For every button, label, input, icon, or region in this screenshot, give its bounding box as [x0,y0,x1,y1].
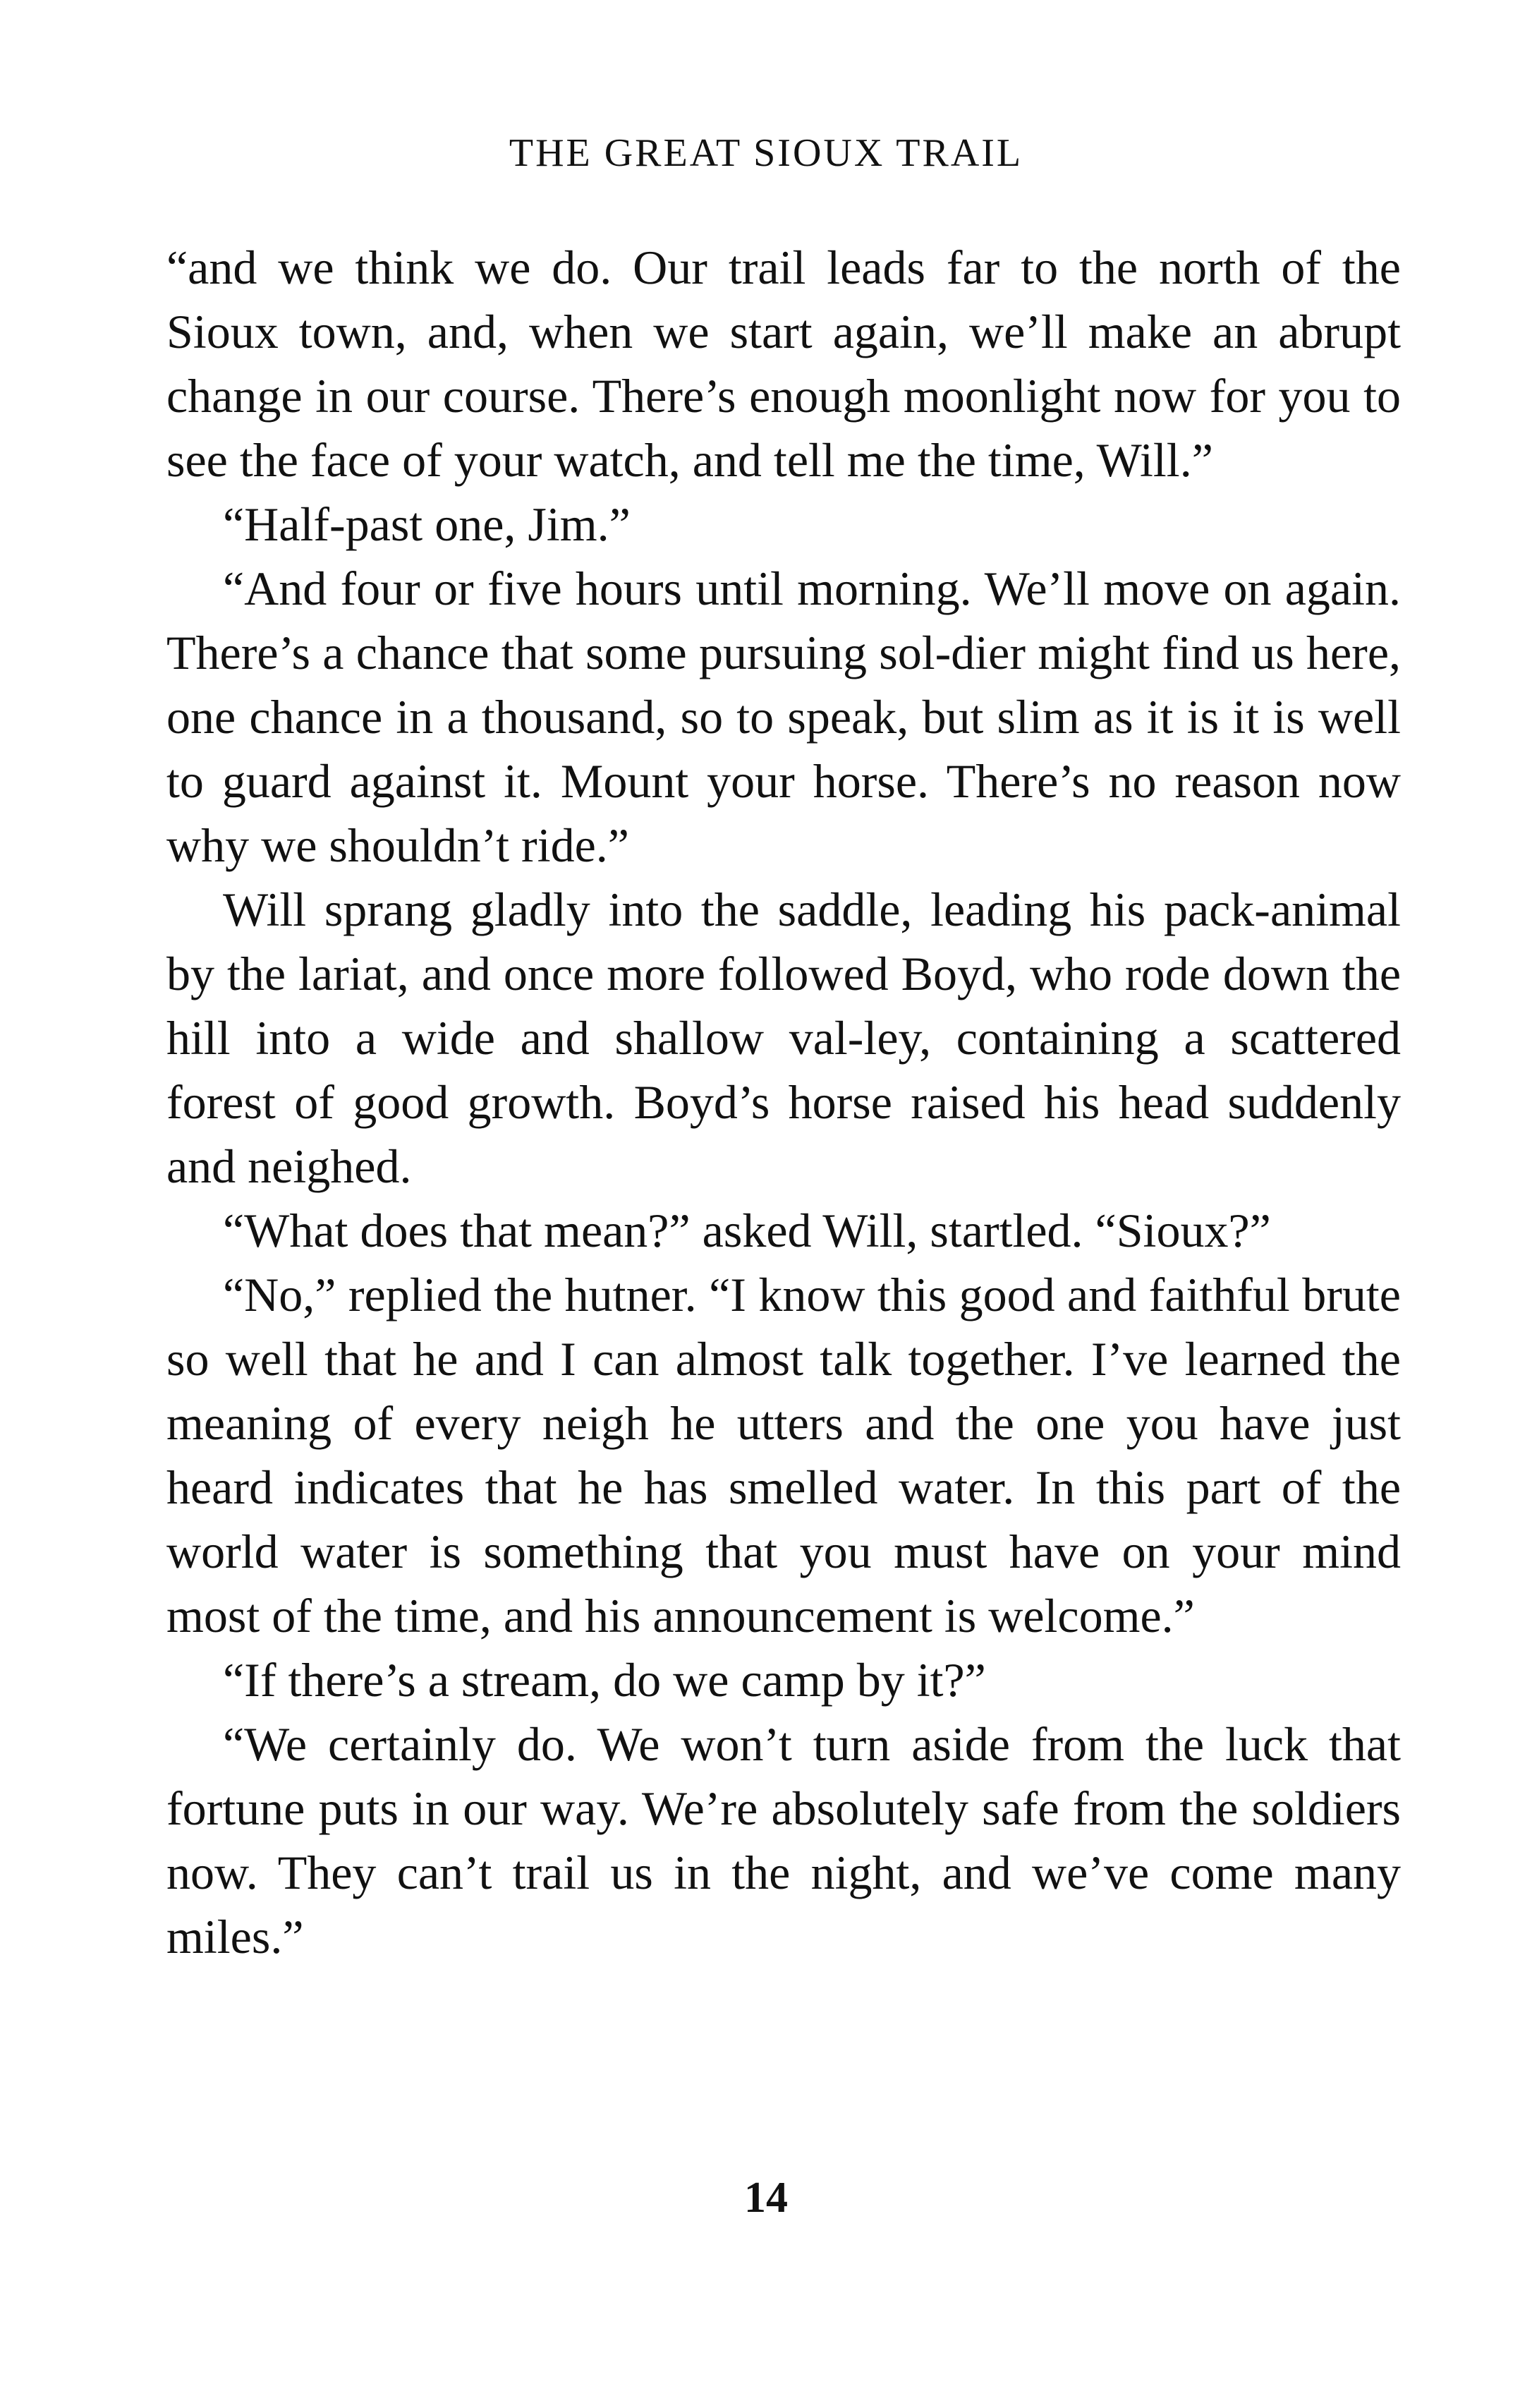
paragraph: “We certainly do. We won’t turn aside from the luck that fortune puts in our way. We’re absolutely safe from the soldiers now. They can’t trail us in the night, and we’ve come many miles.” [166,1717,1401,1964]
paragraph: “If there’s a stream, do we camp by it?” [223,1653,986,1707]
paragraph: “Half-past one, Jim.” [223,497,631,551]
paragraph-continued: “and we think we do. Our trail leads far to the north of the Sioux town, and, when we start again, we’ll make an abrupt change in our course. There’s enough moonlight now for you to see the face of your watch, and tell me the time, Will.” [166,241,1401,487]
paragraph: Will sprang gladly into the saddle, leading his pack-animal by the lariat, and once more followed Boyd, who rode down the hill into a wide and shallow val-ley, containing a scattered forest of good growth. Boyd’s horse raised his head suddenly and neighed. [166,883,1401,1193]
running-title: THE GREAT SIOUX TRAIL [509,131,1023,175]
paragraph: “No,” replied the hutner. “I know this good and faithful brute so well that he and I can almost talk together. I’ve learned the meaning of every neigh he utters and the one you have just heard indicates that he has smelled water. In this part of the world water is something that you must have on your mind most of the time, and his announcement is welcome.” [166,1268,1401,1642]
body-text [166,236,1401,1969]
page-number: 14 [744,2174,788,2222]
paragraph: “And four or five hours until morning. We’ll move on again. There’s a chance that some pursuing sol-dier might find us here, one chance in a thousand, so to speak, but slim as it is it is well to guard against it. Mount your horse. There’s no reason now why we shouldn’t ride.” [166,562,1401,872]
paragraph: “What does that mean?” asked Will, startled. “Sioux?” [223,1204,1271,1257]
